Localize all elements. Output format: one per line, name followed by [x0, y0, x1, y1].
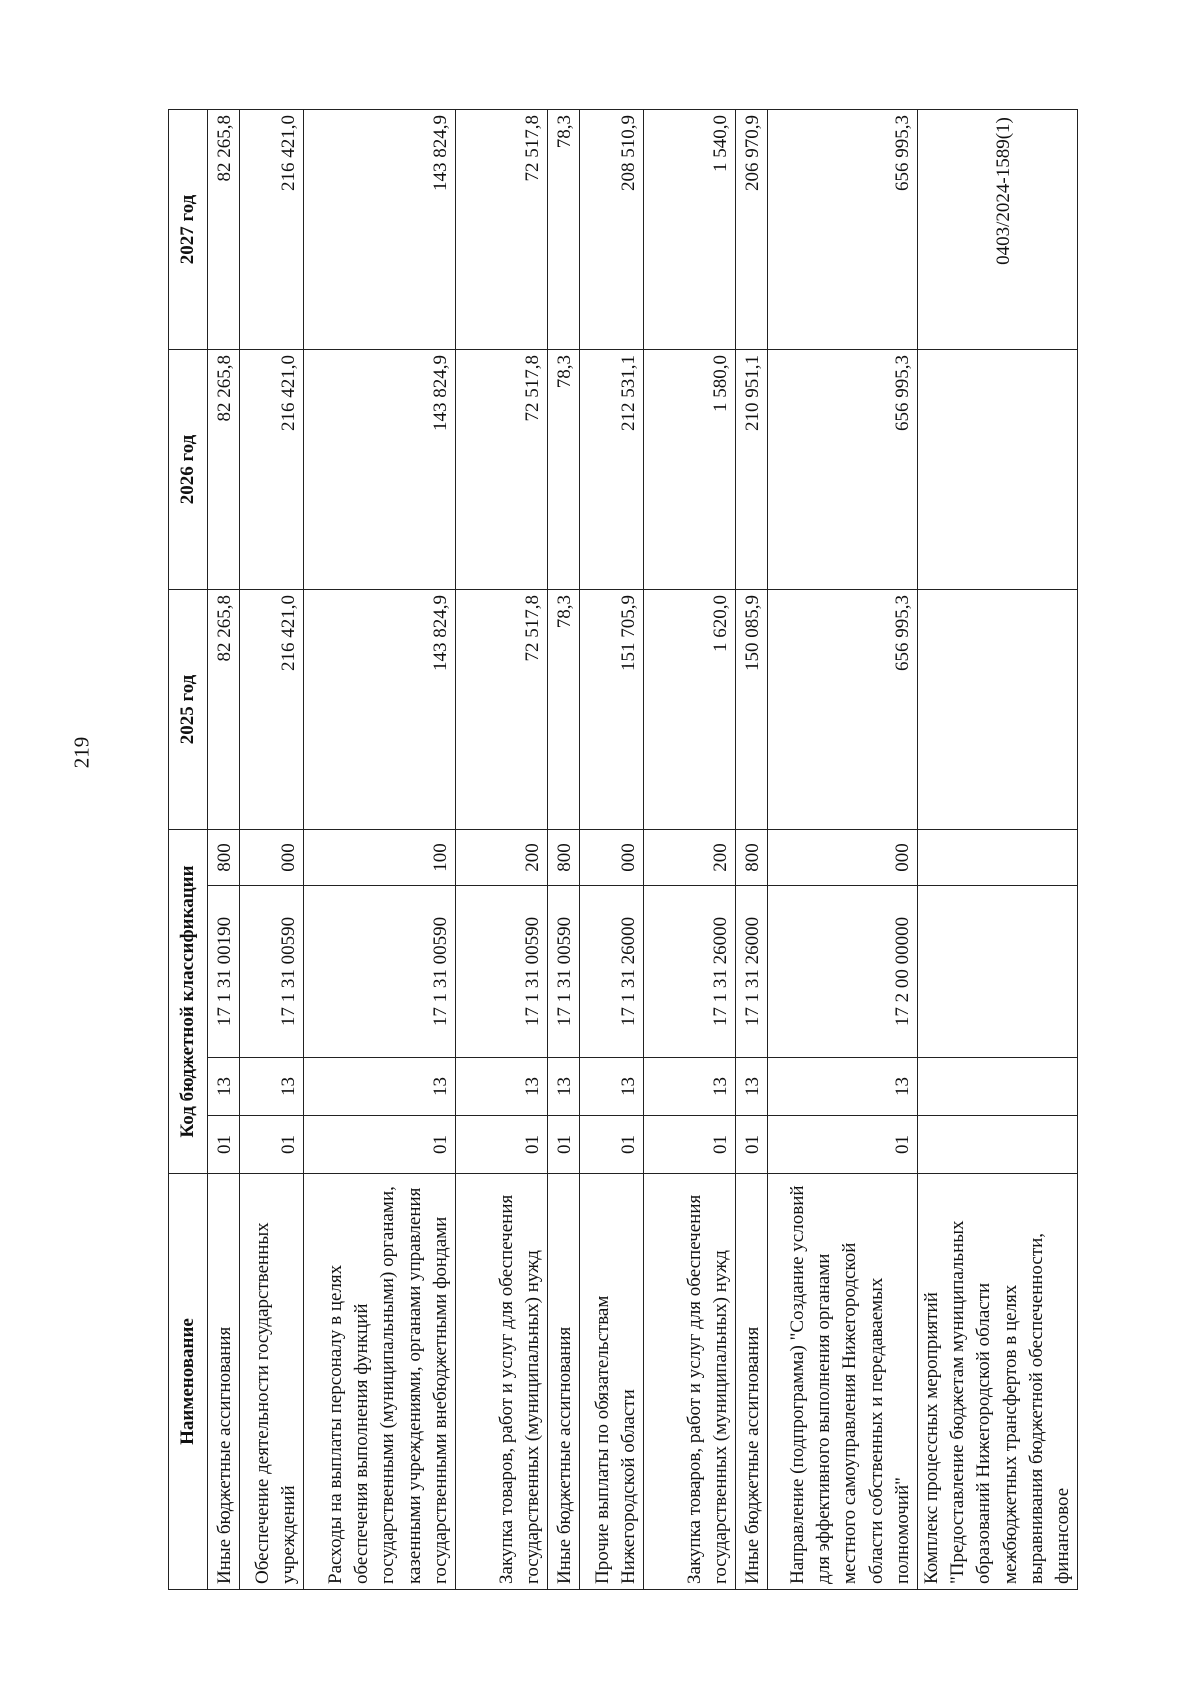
header-2025: 2025 год — [169, 589, 208, 829]
value-2026: 1 580,0 — [644, 349, 736, 589]
row-name: Иные бюджетные ассигнования — [548, 1174, 580, 1590]
code-subsection: 13 — [768, 1058, 918, 1116]
table-row — [456, 109, 548, 1589]
table-row — [304, 109, 456, 1589]
value-2027 — [918, 109, 1078, 349]
code-section — [918, 1116, 1078, 1174]
code-target: 17 1 31 00590 — [456, 886, 548, 1058]
table-row — [644, 109, 736, 1589]
value-2027: 82 265,8 — [208, 109, 240, 349]
value-2026: 216 421,0 — [240, 349, 304, 589]
row-name: Закупка товаров, работ и услуг для обеспечения государственных (муниципальных) нужд — [644, 1174, 736, 1590]
code-expense-type — [918, 829, 1078, 885]
row-name: Расходы на выплаты персоналу в целях обеспечения выполнения функций государственными (муниципальными) органами, казенными учреждениями, органами управления государственными внебюджетными фондами — [304, 1174, 456, 1590]
value-2027: 656 995,3 — [768, 109, 918, 349]
page-number: 219 — [69, 736, 94, 769]
value-2027: 1 540,0 — [644, 109, 736, 349]
code-target: 17 1 31 00590 — [240, 886, 304, 1058]
code-subsection: 13 — [240, 1058, 304, 1116]
value-2026: 656 995,3 — [768, 349, 918, 589]
value-2025: 82 265,8 — [208, 589, 240, 829]
value-2025: 151 705,9 — [580, 589, 644, 829]
header-name: Наименование — [169, 1174, 208, 1590]
table-row — [918, 109, 1078, 1589]
value-2025: 1 620,0 — [644, 589, 736, 829]
code-expense-type: 800 — [208, 829, 240, 885]
document-id: 0403/2024-1589(1) — [992, 117, 1014, 265]
value-2027: 143 824,9 — [304, 109, 456, 349]
table-row — [240, 109, 304, 1589]
header-2026: 2026 год — [169, 349, 208, 589]
code-section: 01 — [456, 1116, 548, 1174]
row-name: Прочие выплаты по обязательствам Нижегородской области — [580, 1174, 644, 1590]
code-section: 01 — [548, 1116, 580, 1174]
table-row — [580, 109, 644, 1589]
value-2026: 212 531,1 — [580, 349, 644, 589]
code-section: 01 — [580, 1116, 644, 1174]
value-2026: 78,3 — [548, 349, 580, 589]
value-2027: 206 970,9 — [736, 109, 768, 349]
code-expense-type: 200 — [456, 829, 548, 885]
code-target: 17 1 31 26000 — [644, 886, 736, 1058]
code-section: 01 — [240, 1116, 304, 1174]
code-target: 17 1 31 26000 — [736, 886, 768, 1058]
value-2026: 82 265,8 — [208, 349, 240, 589]
code-expense-type: 200 — [644, 829, 736, 885]
value-2025: 72 517,8 — [456, 589, 548, 829]
value-2027: 216 421,0 — [240, 109, 304, 349]
code-section: 01 — [644, 1116, 736, 1174]
value-2027: 78,3 — [548, 109, 580, 349]
value-2025: 143 824,9 — [304, 589, 456, 829]
row-name: Иные бюджетные ассигнования — [736, 1174, 768, 1590]
code-subsection: 13 — [644, 1058, 736, 1116]
budget-table — [168, 109, 1078, 1590]
code-expense-type: 000 — [768, 829, 918, 885]
value-2026: 210 951,1 — [736, 349, 768, 589]
code-subsection: 13 — [580, 1058, 644, 1116]
value-2025: 656 995,3 — [768, 589, 918, 829]
code-expense-type: 800 — [548, 829, 580, 885]
budget-table-container — [168, 110, 1074, 1590]
value-2027: 208 510,9 — [580, 109, 644, 349]
value-2025: 150 085,9 — [736, 589, 768, 829]
code-subsection: 13 — [208, 1058, 240, 1116]
code-expense-type: 100 — [304, 829, 456, 885]
header-code: Код бюджетной классификации — [169, 829, 208, 1173]
row-name: Направление (подпрограмма) "Создание условий для эффективного выполнения органами местного самоуправления Нижегородской области собственных и передаваемых полномочий" — [768, 1174, 918, 1590]
value-2025: 216 421,0 — [240, 589, 304, 829]
header-2027: 2027 год — [169, 109, 208, 349]
row-name: Обеспечение деятельности государственных учреждений — [240, 1174, 304, 1590]
code-target: 17 1 31 26000 — [580, 886, 644, 1058]
code-subsection: 13 — [456, 1058, 548, 1116]
code-subsection: 13 — [304, 1058, 456, 1116]
code-target: 17 2 00 00000 — [768, 886, 918, 1058]
code-target: 17 1 31 00590 — [548, 886, 580, 1058]
code-section: 01 — [736, 1116, 768, 1174]
value-2027: 72 517,8 — [456, 109, 548, 349]
row-name: Закупка товаров, работ и услуг для обеспечения государственных (муниципальных) нужд — [456, 1174, 548, 1590]
table-row — [548, 109, 580, 1589]
table-header-row — [169, 109, 208, 1589]
code-section: 01 — [768, 1116, 918, 1174]
value-2026: 72 517,8 — [456, 349, 548, 589]
table-row — [208, 109, 240, 1589]
code-expense-type: 000 — [240, 829, 304, 885]
code-subsection: 13 — [736, 1058, 768, 1116]
code-section: 01 — [304, 1116, 456, 1174]
code-expense-type: 800 — [736, 829, 768, 885]
table-row — [768, 109, 918, 1589]
code-subsection — [918, 1058, 1078, 1116]
row-name: Комплекс процессных мероприятий "Предоставление бюджетам муниципальных образований Нижегородской области межбюджетных трансфертов в целях выравнивания бюджетной обеспеченности, финансовое — [918, 1174, 1078, 1590]
value-2026: 143 824,9 — [304, 349, 456, 589]
table-row — [736, 109, 768, 1589]
value-2026 — [918, 349, 1078, 589]
row-name: Иные бюджетные ассигнования — [208, 1174, 240, 1590]
code-section: 01 — [208, 1116, 240, 1174]
code-expense-type: 000 — [580, 829, 644, 885]
value-2025 — [918, 589, 1078, 829]
code-target: 17 1 31 00590 — [304, 886, 456, 1058]
value-2025: 78,3 — [548, 589, 580, 829]
code-target: 17 1 31 00190 — [208, 886, 240, 1058]
code-subsection: 13 — [548, 1058, 580, 1116]
code-target — [918, 886, 1078, 1058]
